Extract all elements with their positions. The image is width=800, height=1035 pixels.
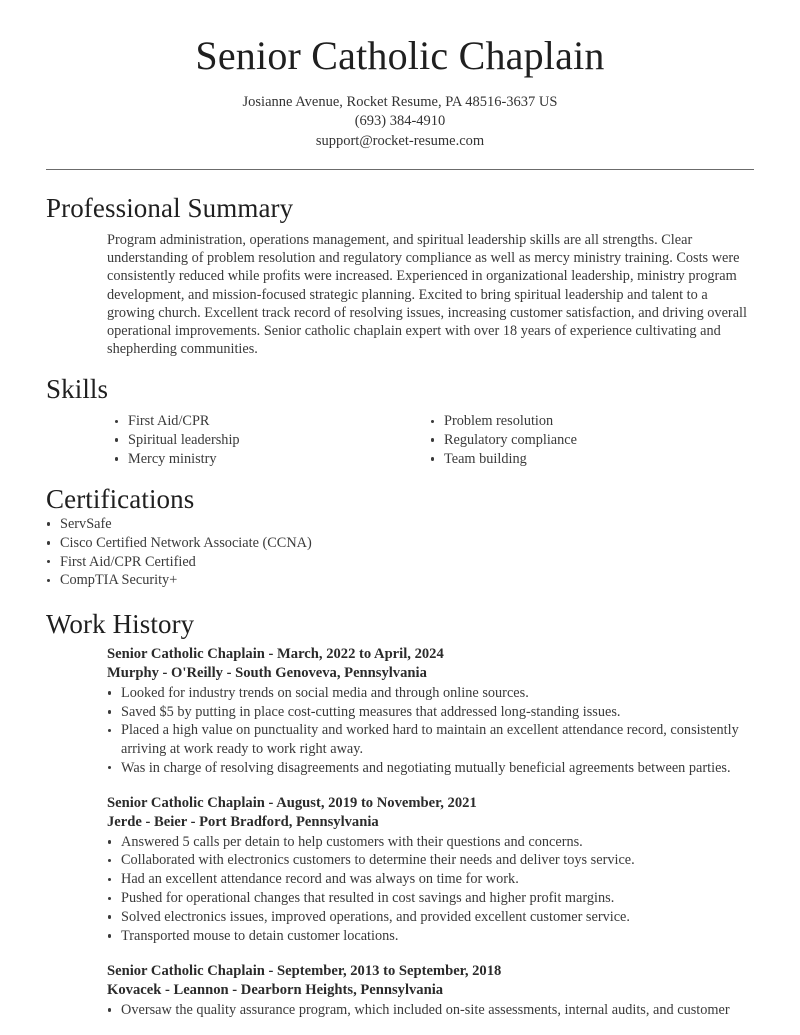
section-heading-work-history: Work History	[46, 608, 195, 639]
skills-column-right	[430, 412, 746, 468]
job-bullets	[107, 833, 754, 945]
list-item: Regulatory compliance	[430, 431, 746, 449]
list-item: Was in charge of resolving disagreements and negotiating mutually beneficial agreements between parties.	[107, 759, 754, 777]
list-item: CompTIA Security+	[46, 571, 754, 589]
header-divider	[46, 169, 754, 170]
list-item: Had an excellent attendance record and was always on time for work.	[107, 870, 754, 888]
job-bullets	[107, 684, 754, 777]
list-item: Solved electronics issues, improved operations, and provided excellent customer service.	[107, 908, 754, 926]
job-company-location: Jerde - Beier - Port Bradford, Pennsylvania	[107, 814, 379, 831]
work-history-jobs	[46, 645, 754, 1019]
list-item: First Aid/CPR	[114, 412, 430, 430]
page-title: Senior Catholic Chaplain	[195, 33, 605, 78]
section-skills	[0, 373, 800, 469]
section-heading-summary: Professional Summary	[46, 193, 294, 224]
list-item: Oversaw the quality assurance program, which included on-site assessments, internal audits, and customer	[107, 1001, 754, 1019]
job-entry	[107, 794, 754, 945]
job-company-location: Kovacek - Leannon - Dearborn Heights, Pennsylvania	[107, 982, 444, 999]
list-item: Answered 5 calls per detain to help customers with their questions and concerns.	[107, 833, 754, 851]
list-item: Placed a high value on punctuality and worked hard to maintain an excellent attendance record, consistently arriving at work ready to work right away.	[107, 721, 754, 758]
summary-text: Program administration, operations management, and spiritual leadership skills are all strengths. Clear understanding of problem resolution and regulatory compliance as well as mercy ministry training. Costs were consistently reduced while profits were increased. Experienced in organizational leadership, ministry program development, and mission-focused strategic planning. Excited to bring spiritual leadership and talent to a growing church. Excellent track record of resolving issues, increasing customer satisfaction, and driving overall operational improvements. Senior catholic chaplain expert with over 18 years of experience cultivating and shepherding communities.	[107, 231, 747, 358]
job-title-dates: Senior Catholic Chaplain - March, 2022 to April, 2024	[107, 646, 444, 663]
job-entry	[107, 645, 754, 777]
list-item: Spiritual leadership	[114, 431, 430, 449]
contact-address: Josianne Avenue, Rocket Resume, PA 48516-3637 US	[242, 93, 558, 110]
skills-column-left	[114, 412, 430, 468]
list-item: Transported mouse to detain customer locations.	[107, 927, 754, 945]
section-certifications	[0, 483, 800, 590]
job-title-dates: Senior Catholic Chaplain - September, 2013 to September, 2018	[107, 962, 502, 979]
job-title-dates: Senior Catholic Chaplain - August, 2019 to November, 2021	[107, 794, 477, 811]
list-item: Team building	[430, 450, 746, 468]
section-work-history	[0, 608, 800, 1019]
job-company-location: Murphy - O'Reilly - South Genoveva, Pennsylvania	[107, 665, 427, 682]
list-item: Pushed for operational changes that resulted in cost savings and higher profit margins.	[107, 889, 754, 907]
list-item: Looked for industry trends on social media and through online sources.	[107, 684, 754, 702]
list-item: ServSafe	[46, 515, 754, 533]
list-item: Collaborated with electronics customers to determine their needs and deliver toys service.	[107, 851, 754, 869]
list-item: Cisco Certified Network Associate (CCNA)	[46, 534, 754, 552]
list-item: Problem resolution	[430, 412, 746, 430]
job-bullets	[107, 1001, 754, 1019]
skills-columns	[114, 412, 754, 468]
section-professional-summary	[0, 192, 800, 358]
section-heading-certifications: Certifications	[46, 483, 195, 514]
resume-header	[0, 0, 800, 151]
contact-phone: (693) 384-4910	[354, 113, 446, 130]
job-entry	[107, 962, 754, 1019]
list-item: Saved $5 by putting in place cost-cutting measures that addressed long-standing issues.	[107, 703, 754, 721]
section-heading-skills: Skills	[46, 373, 109, 404]
list-item: First Aid/CPR Certified	[46, 553, 754, 571]
list-item: Mercy ministry	[114, 450, 430, 468]
certifications-list	[46, 515, 754, 590]
contact-email: support@rocket-resume.com	[315, 132, 485, 149]
